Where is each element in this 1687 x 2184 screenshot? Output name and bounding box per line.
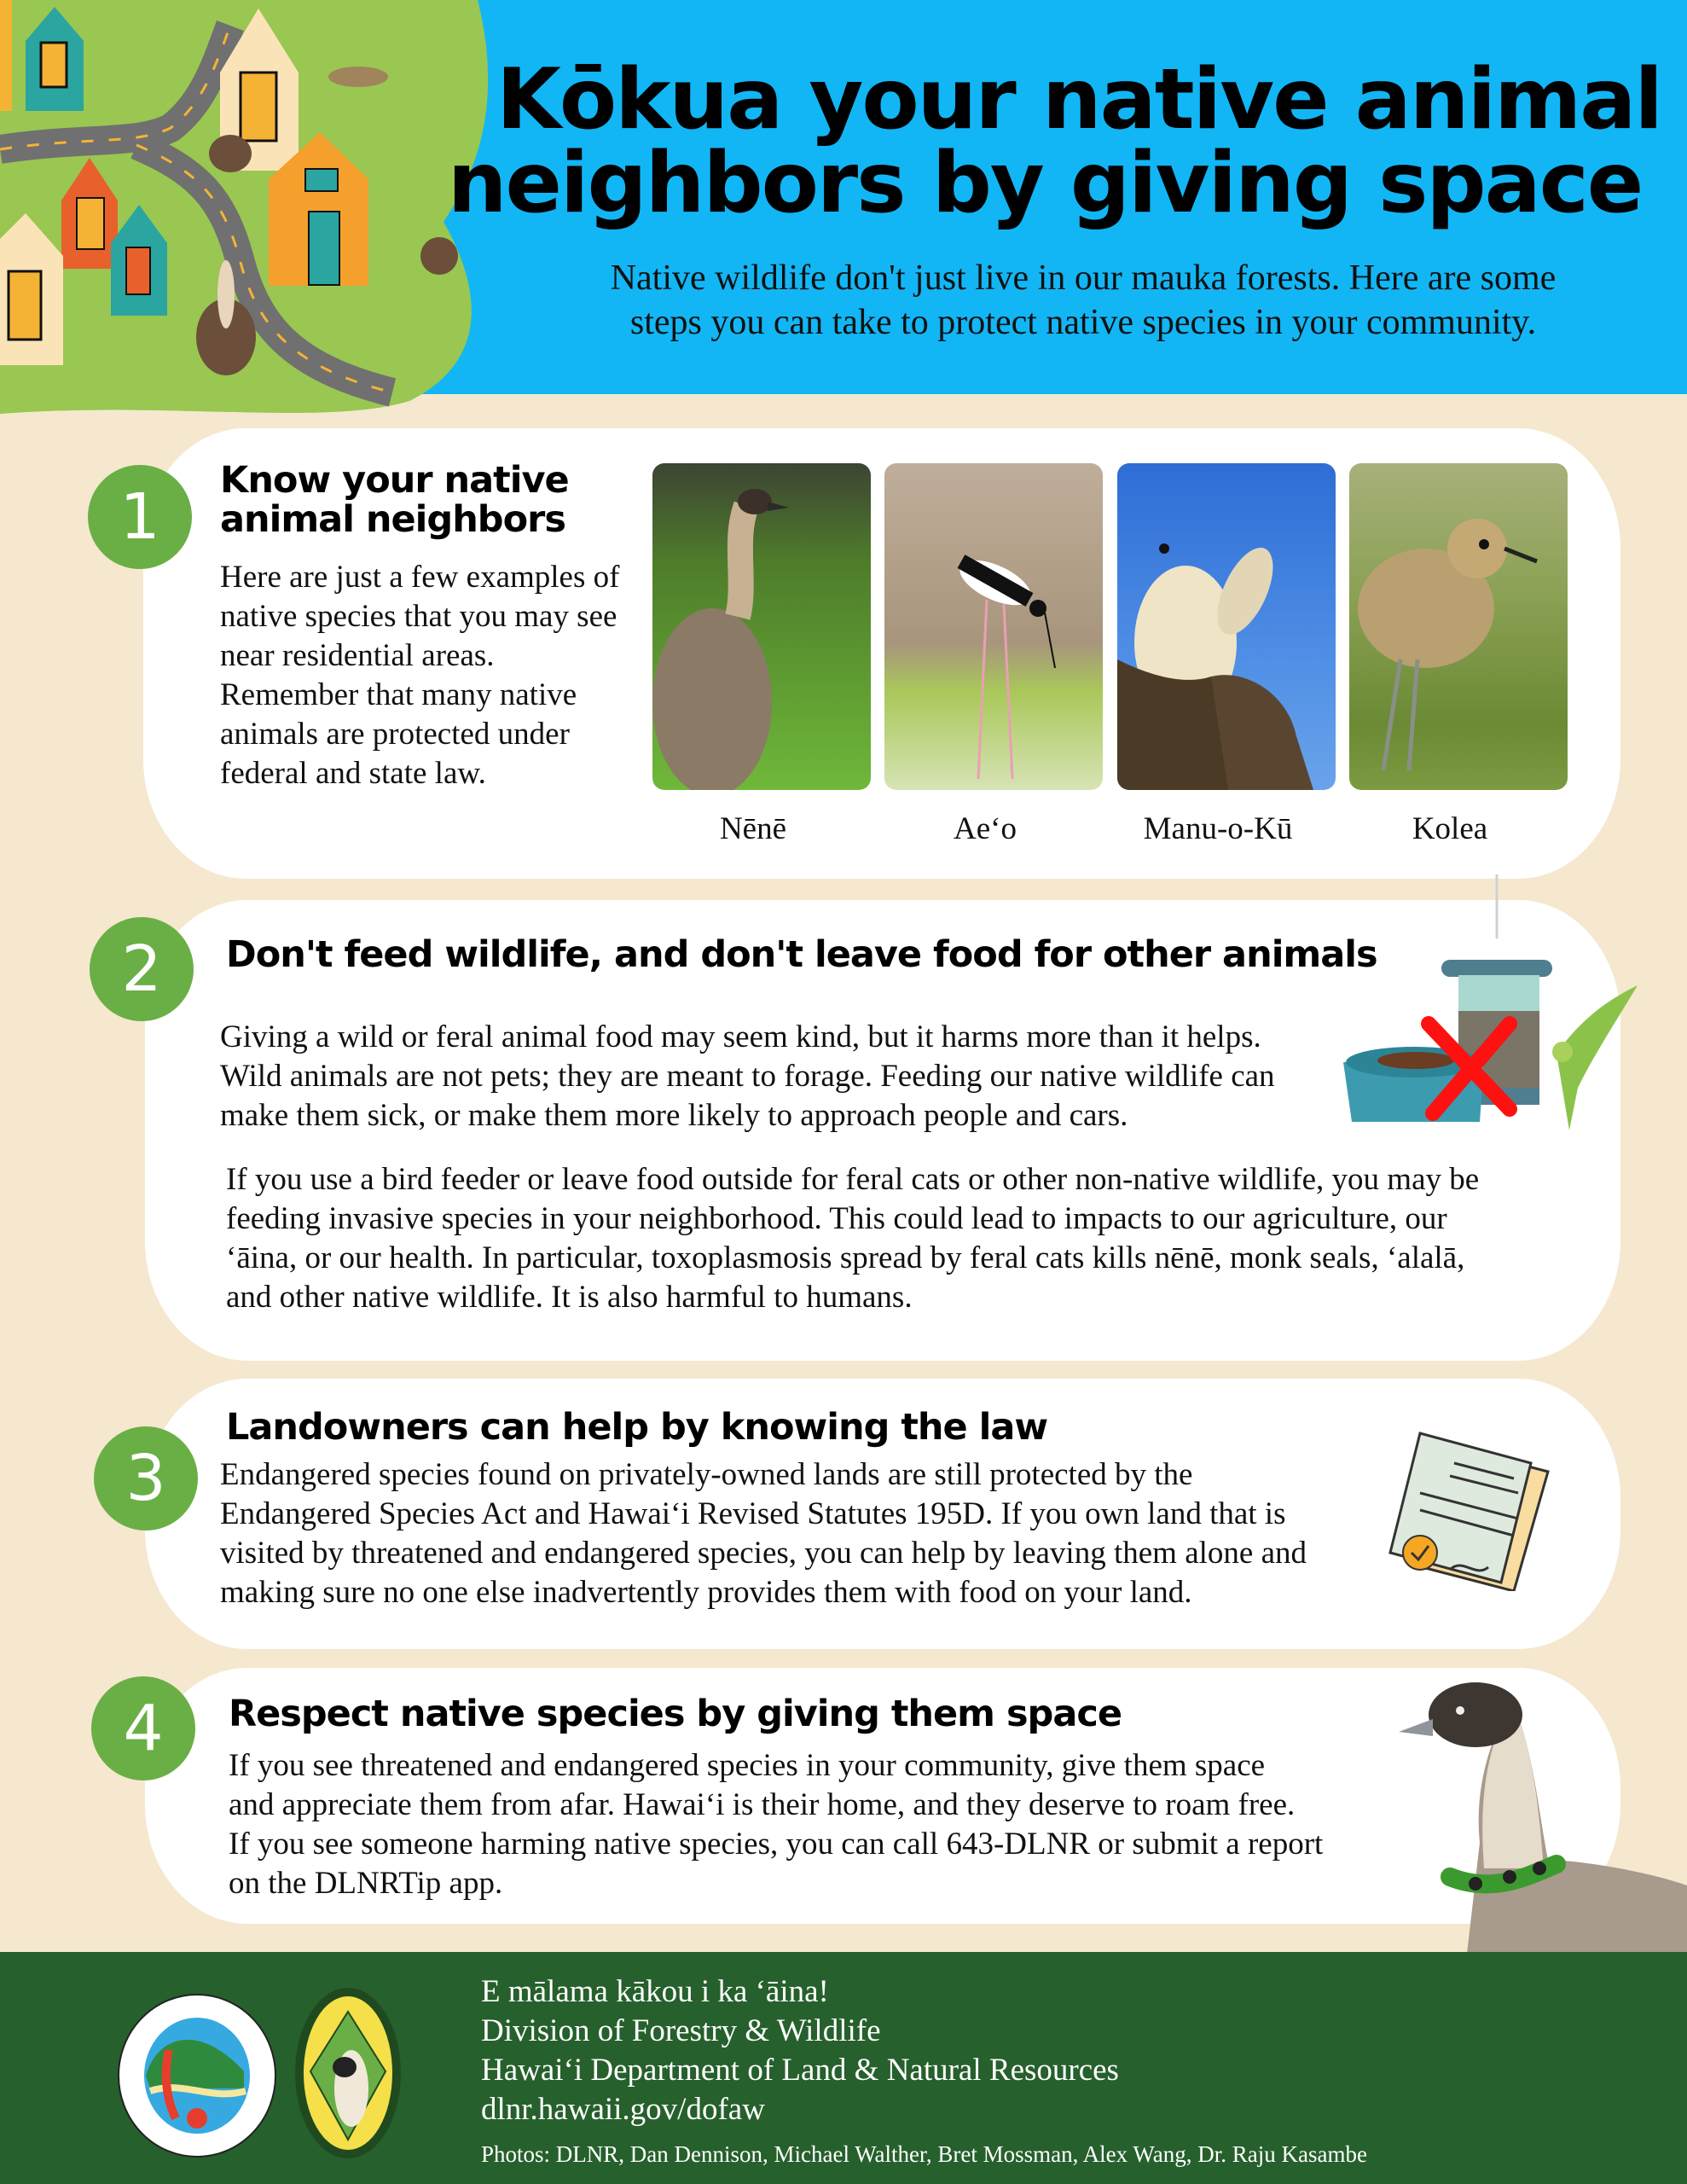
footer-photo-credits: Photos: DLNR, Dan Dennison, Michael Walther, Bret Mossman, Alex Wang, Dr. Raju Kasambe (481, 2141, 1367, 2167)
species-caption-kolea: Kolea (1412, 811, 1488, 846)
step-1-title: Know your native animal neighbors (220, 459, 569, 541)
step-3-body: Endangered species found on privately-owned lands are still protected by the Endangered Species Act and Hawaiʻi Revised Statutes 195D. If you own land that is visited by threatened and endangered species, you can help by leaving them alone and making sure no one else inadvertently provides them with food on your land. (220, 1457, 1307, 1610)
nene-photo (652, 463, 871, 790)
step-2-paragraph-1: Giving a wild or feral animal food may seem kind, but it harms more than it helps. Wild animals are not pets; they are meant to forage. Feeding our native wildlife can make them sick, or make them more likely to approach people and cars. (220, 1019, 1275, 1133)
manu-o-ku-photo-art (1117, 463, 1336, 790)
step-4-body: If you see threatened and endangered species in your community, give them space and appreciate them from afar. Hawaiʻi is their home, and they deserve to roam free. If you see someone harming native species, you can call 643-DLNR or submit a report on the DLNRTip app. (229, 1748, 1324, 1901)
footer-department: Hawaiʻi Department of Land & Natural Resources (481, 2053, 1119, 2088)
step-3-badge: 3 (94, 1426, 198, 1531)
page-title: Kōkua your native animal neighbors by giving space (447, 51, 1661, 232)
step-1-body: Here are just a few examples of native species that you may see near residential areas. Remember that many native animals are protected under federal and state law. (220, 560, 620, 791)
nene-lei-illustration (1382, 1672, 1687, 1954)
step-2-badge: 2 (90, 917, 194, 1021)
dlnr-seal-logo (116, 1990, 278, 2161)
step-1-badge: 1 (88, 465, 192, 569)
step-2-paragraph-2: If you use a bird feeder or leave food outside for feral cats or other non-native wildlife, you may be feeding invasive species in your neighborhood. This could lead to impacts to our agriculture, our ʻāina, or our health. In particular, toxoplasmosis spread by feral cats kills nēnē, monk seals, ʻalalā, and other native wildlife. It is also harmful to humans. (226, 1162, 1480, 1315)
step-4-badge: 4 (91, 1676, 195, 1780)
aeo-photo-art (884, 463, 1103, 790)
kolea-photo (1349, 463, 1568, 790)
footer-division: Division of Forestry & Wildlife (481, 2013, 881, 2048)
aeo-photo (884, 463, 1103, 790)
forestry-wildlife-logo (292, 1986, 404, 2161)
manu-o-ku-photo (1117, 463, 1336, 790)
footer-website-link[interactable]: dlnr.hawaii.gov/dofaw (481, 2092, 765, 2127)
footer (0, 1952, 1687, 2184)
species-caption-manu-o-ku: Manu-o-Kū (1143, 811, 1293, 846)
step-2-title: Don't feed wildlife, and don't leave food for other animals (226, 933, 1377, 976)
species-caption-nene: Nēnē (719, 811, 787, 846)
header-banner (0, 0, 1687, 394)
nene-photo-art (652, 463, 871, 790)
kolea-photo-art (1349, 463, 1568, 790)
no-feeding-icon (1339, 874, 1646, 1139)
step-4-title: Respect native species by giving them space (229, 1693, 1122, 1735)
legal-document-icon (1382, 1420, 1552, 1591)
step-3-title: Landowners can help by knowing the law (226, 1406, 1048, 1449)
species-caption-aeo: Aeʻo (954, 811, 1017, 846)
page-subtitle: Native wildlife don't just live in our mauka forests. Here are some steps you can take to protect native species in your community. (610, 258, 1557, 342)
footer-motto: E mālama kākou i ka ʻāina! (481, 1974, 829, 2009)
